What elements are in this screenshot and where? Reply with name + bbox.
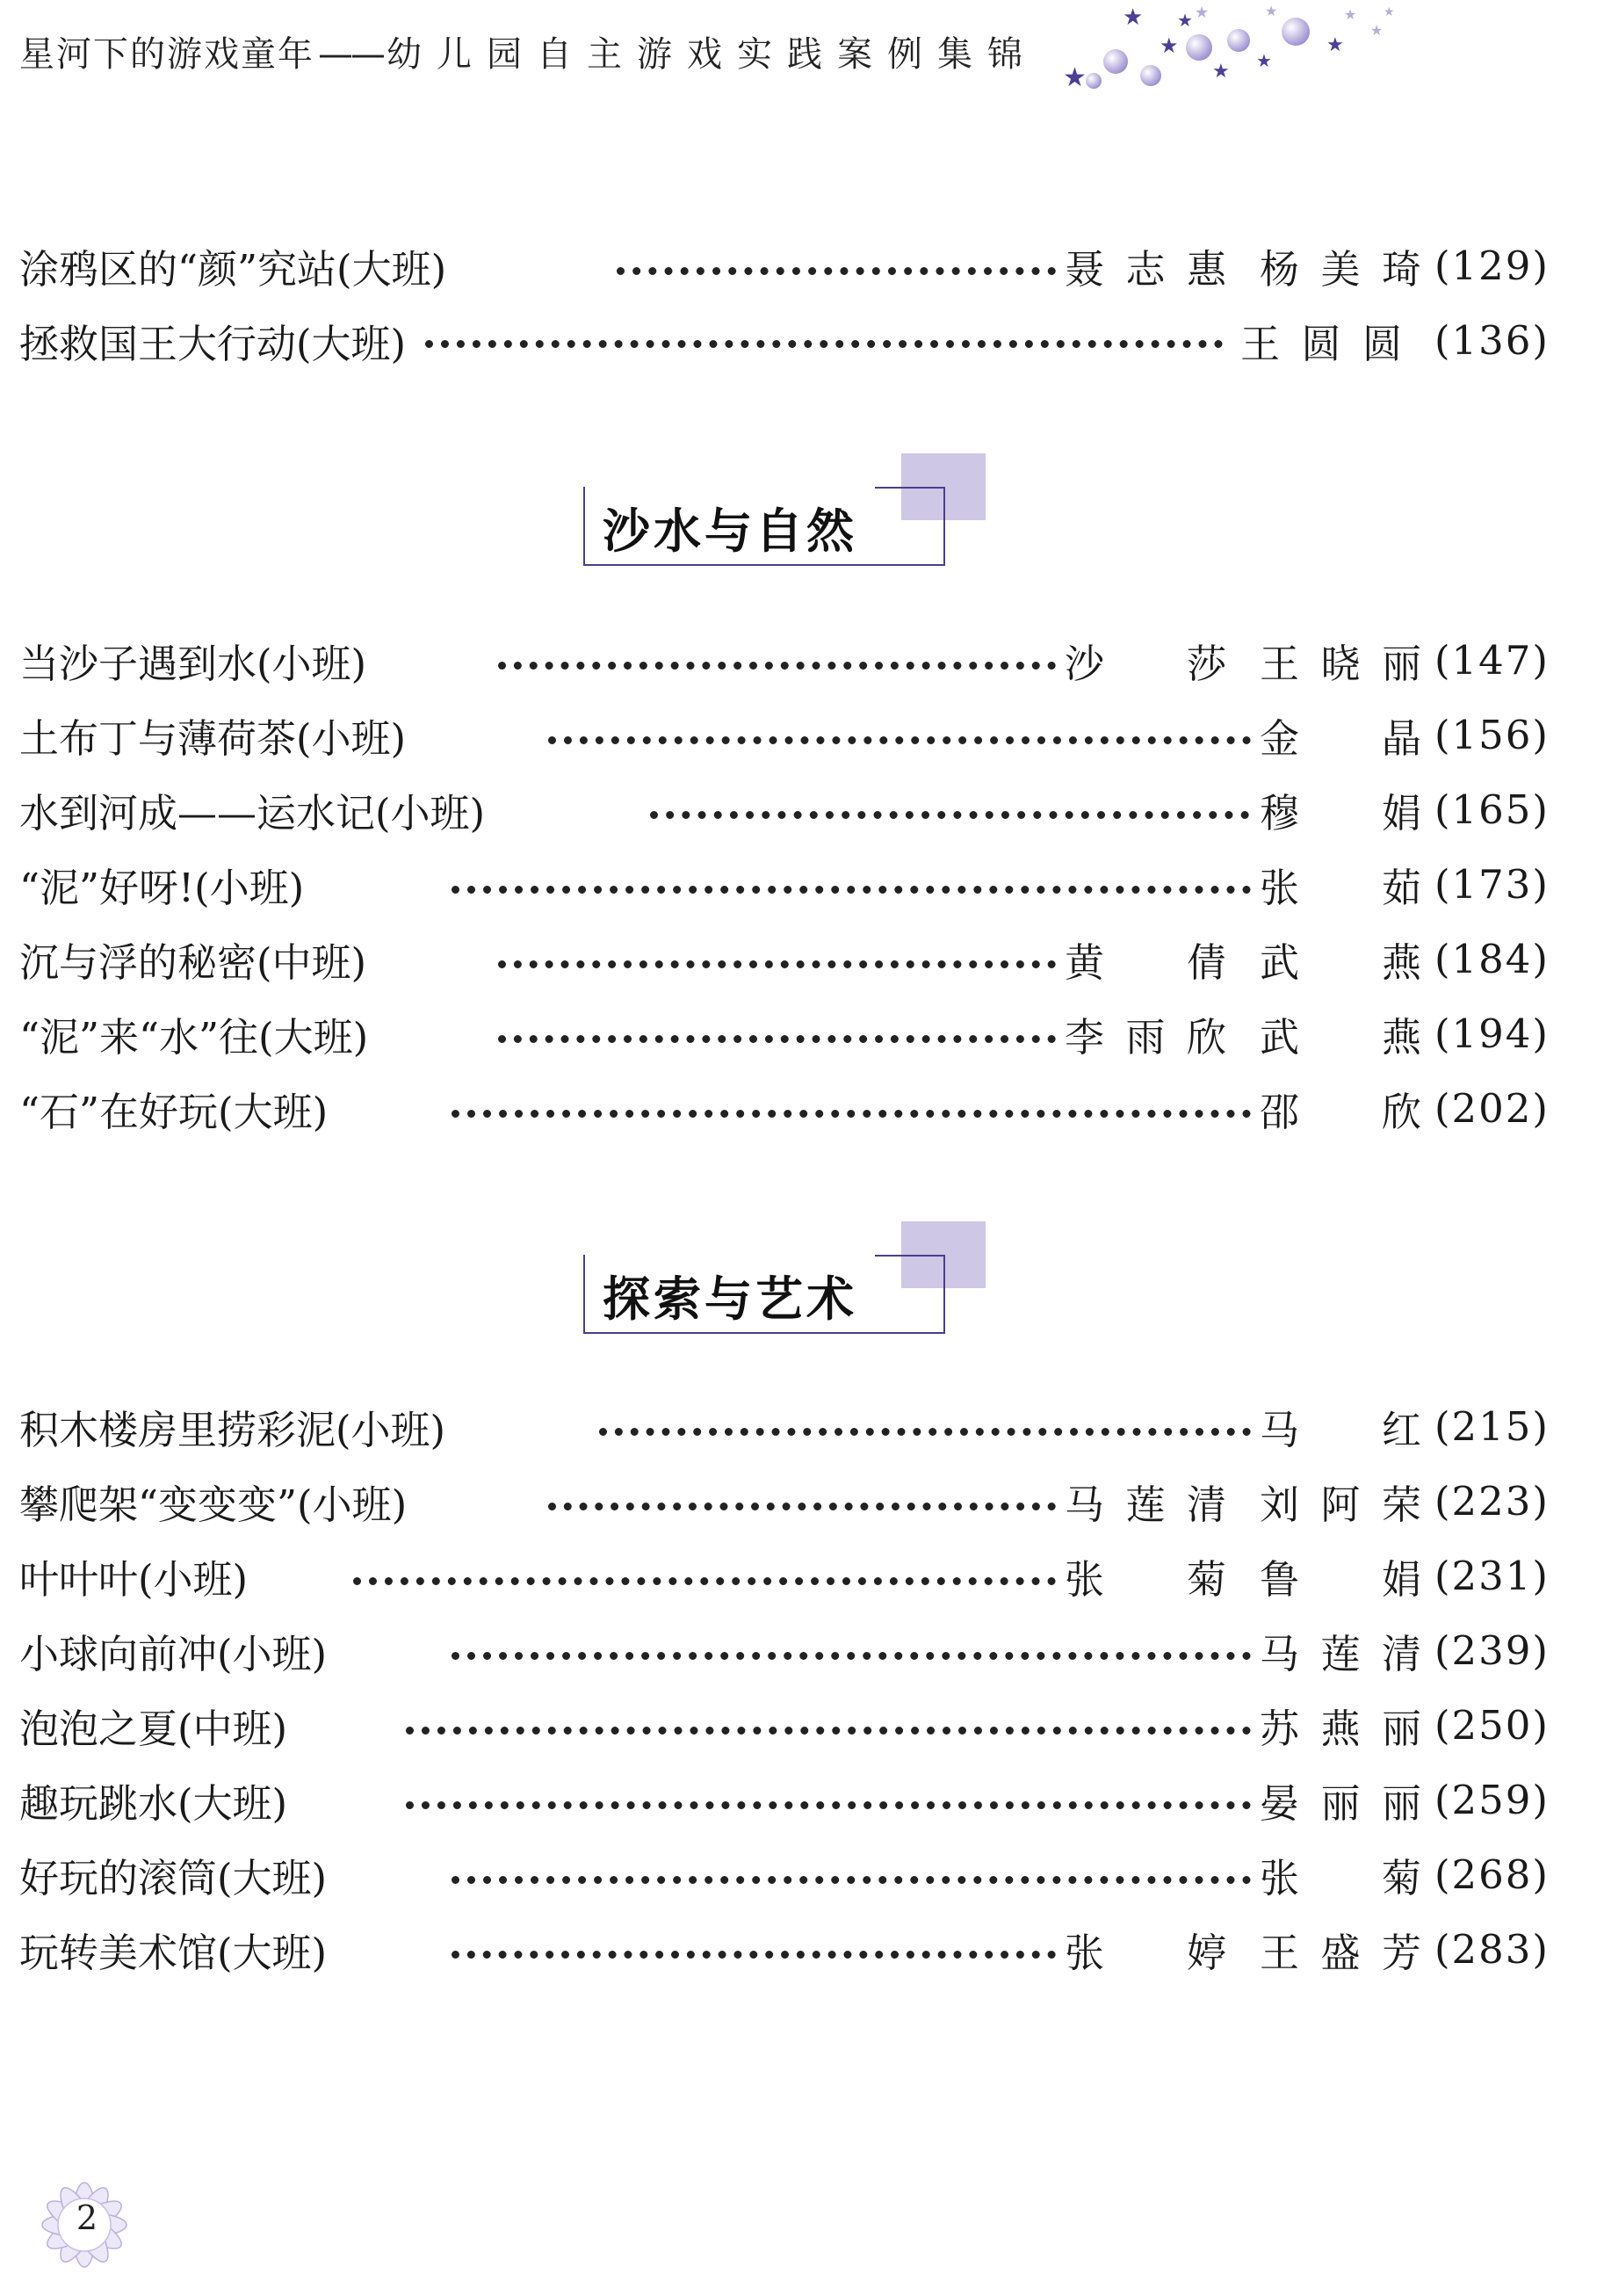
entry-title: 小球向前冲(小班) [19, 1630, 328, 1677]
svg-text:★: ★ [1160, 33, 1179, 58]
entry-title: 攀爬架“变变变”(小班) [19, 1481, 408, 1528]
entry-author: 王晓丽 [1260, 640, 1427, 687]
svg-text:★: ★ [1384, 5, 1395, 19]
entry-title: “石”在好玩(大班) [19, 1088, 329, 1135]
dot-leader [498, 1035, 1056, 1043]
entry-page-number: (268) [1434, 1851, 1550, 1898]
toc-entry[interactable] [19, 1693, 1550, 1756]
toc-entry[interactable] [19, 308, 1242, 372]
entry-title: 涂鸦区的“颜”究站(大班) [19, 245, 447, 293]
toc-entry[interactable] [19, 1002, 1550, 1065]
dot-leader [353, 1577, 1056, 1585]
svg-text:★: ★ [1265, 3, 1278, 19]
dot-leader [406, 1801, 1251, 1809]
stars-decoration [1037, 0, 1405, 97]
entry-title: 当沙子遇到水(小班) [19, 640, 367, 687]
entry-author: 王圆圆 [1240, 320, 1407, 367]
dot-leader [650, 811, 1249, 819]
entry-page-number: (194) [1434, 1010, 1550, 1057]
dot-leader [452, 1876, 1251, 1884]
entry-author: 黄倩 [1065, 938, 1232, 986]
dot-leader [425, 340, 1223, 348]
entry-author: 鲁娟 [1260, 1555, 1427, 1603]
page-number: 2 [76, 2198, 98, 2237]
entry-author: 李雨欣 [1065, 1013, 1232, 1061]
entry-author: 马莲清 [1065, 1481, 1232, 1528]
book-subtitle: 幼儿园自主游戏实践案例集锦 [387, 34, 1037, 75]
toc-entry[interactable] [19, 778, 1550, 841]
section-title: 沙水与自然 [603, 503, 857, 559]
dot-leader [498, 662, 1056, 670]
section-heading-explore-art [583, 1221, 987, 1336]
svg-text:★: ★ [1123, 4, 1144, 31]
entry-title: “泥”好呀!(小班) [19, 864, 305, 911]
entry-page-number: (283) [1434, 1925, 1550, 1973]
dot-leader [452, 1110, 1251, 1118]
running-header [19, 26, 1037, 76]
entry-page-number: (231) [1434, 1552, 1550, 1599]
toc-entry[interactable] [19, 1394, 1550, 1458]
entry-author: 苏燕丽 [1260, 1705, 1427, 1752]
entry-title: 沉与浮的秘密(中班) [19, 938, 367, 986]
entry-page-number: (223) [1434, 1477, 1550, 1525]
entry-author: 张茹 [1260, 864, 1427, 911]
dot-leader [452, 1951, 1056, 1959]
svg-text:★: ★ [1063, 62, 1087, 93]
entry-author: 武燕 [1260, 1013, 1427, 1061]
entry-author: 邵欣 [1260, 1088, 1427, 1135]
entry-title: 叶叶叶(小班) [19, 1555, 249, 1603]
dot-leader [452, 1652, 1251, 1660]
entry-author: 刘阿荣 [1260, 1481, 1427, 1528]
toc-entry-author-page [1240, 308, 1550, 372]
entry-author: 沙莎 [1065, 640, 1232, 687]
entry-page-number: (147) [1434, 636, 1550, 684]
entry-author: 穆娟 [1260, 789, 1427, 837]
entry-page-number: (215) [1434, 1402, 1550, 1450]
toc-entry[interactable] [19, 628, 1550, 692]
entry-page-number: (250) [1434, 1701, 1550, 1749]
toc-entry[interactable] [19, 1619, 1550, 1682]
entry-author: 武燕 [1260, 938, 1427, 986]
entry-author: 马红 [1260, 1406, 1427, 1453]
entry-page-number: (259) [1434, 1776, 1550, 1823]
entry-page-number: (239) [1434, 1626, 1550, 1674]
entry-author: 张菊 [1260, 1854, 1427, 1901]
entry-title: 好玩的滚筒(大班) [19, 1854, 328, 1901]
dot-leader [617, 267, 1056, 275]
entry-title: 趣玩跳水(大班) [19, 1779, 288, 1827]
toc-entry[interactable] [19, 703, 1550, 766]
toc-entry[interactable] [19, 1076, 1550, 1140]
toc-entry[interactable] [19, 927, 1550, 990]
entry-page-number: (202) [1434, 1084, 1550, 1132]
toc-entry[interactable] [19, 1917, 1550, 1981]
toc-entry[interactable] [19, 1544, 1550, 1607]
svg-text:★: ★ [1177, 10, 1193, 31]
svg-text:★: ★ [1370, 22, 1384, 39]
toc-entry[interactable] [19, 1843, 1550, 1906]
entry-title: 土布丁与薄荷茶(小班) [19, 714, 407, 762]
entry-title: 积木楼房里捞彩泥(小班) [19, 1406, 446, 1453]
toc-entry[interactable] [19, 234, 1550, 297]
entry-title: 水到河成——运水记(小班) [19, 789, 486, 837]
dot-leader [406, 1727, 1251, 1735]
entry-author: 张菊 [1065, 1555, 1232, 1603]
entry-page-number: (136) [1434, 316, 1550, 364]
entry-page-number: (173) [1434, 860, 1550, 908]
toc-entry[interactable] [19, 852, 1550, 916]
toc-entry[interactable] [19, 1768, 1550, 1831]
entry-author: 晏丽丽 [1260, 1779, 1427, 1827]
dot-leader [548, 1503, 1056, 1510]
entry-page-number: (129) [1434, 242, 1550, 289]
entry-author: 王盛芳 [1260, 1929, 1427, 1976]
svg-text:★: ★ [1256, 50, 1272, 71]
dot-leader [599, 1428, 1251, 1436]
svg-text:★: ★ [1326, 34, 1344, 56]
svg-text:★: ★ [1344, 6, 1357, 23]
toc-entry[interactable] [19, 1469, 1550, 1532]
entry-page-number: (165) [1434, 786, 1550, 833]
entry-title: 玩转美术馆(大班) [19, 1929, 328, 1976]
entry-author: 聂志惠 [1065, 245, 1232, 293]
dot-leader [498, 960, 1056, 968]
entry-page-number: (156) [1434, 711, 1550, 758]
entry-title: 拯救国王大行动(大班) [19, 320, 407, 367]
dot-leader [548, 736, 1251, 744]
entry-author: 杨美琦 [1260, 245, 1427, 293]
svg-text:★: ★ [1212, 61, 1230, 83]
entry-title: 泡泡之夏(中班) [19, 1705, 288, 1752]
entry-author: 金晶 [1260, 714, 1427, 762]
entry-title: “泥”来“水”往(大班) [19, 1013, 369, 1061]
entry-page-number: (184) [1434, 935, 1550, 982]
section-heading-sand-water [583, 453, 987, 568]
entry-author: 马莲清 [1260, 1630, 1427, 1677]
section-title: 探索与艺术 [603, 1271, 857, 1327]
svg-text:★: ★ [1195, 4, 1210, 22]
dot-leader [452, 886, 1251, 894]
book-title: 星河下的游戏童年 [19, 34, 314, 75]
entry-author: 张婷 [1065, 1929, 1232, 1976]
header-dash: —— [318, 34, 383, 75]
